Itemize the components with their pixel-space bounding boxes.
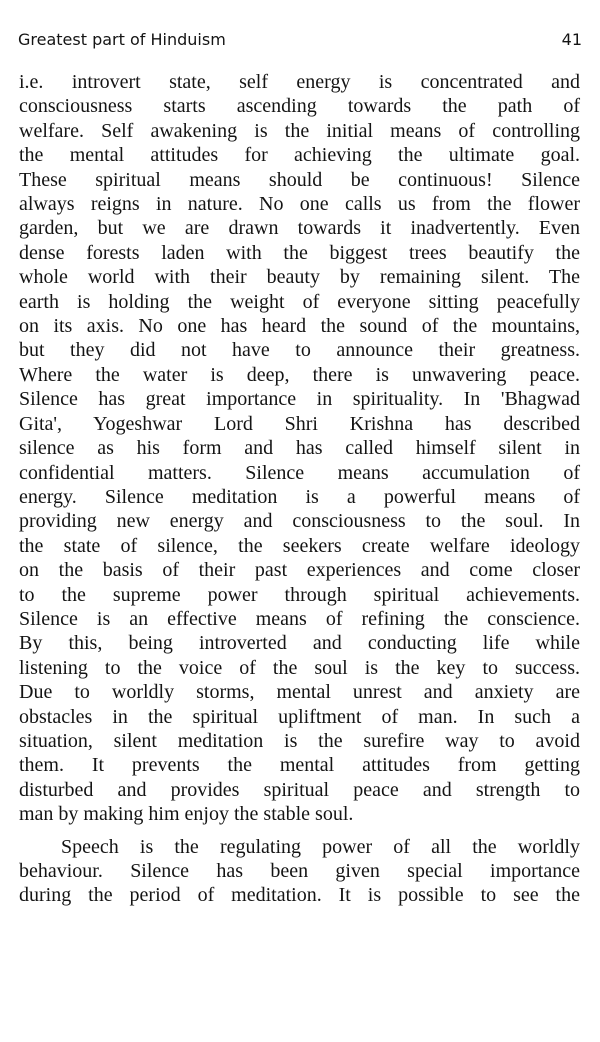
- text-line: man by making him enjoy the stable soul.: [19, 803, 354, 826]
- text-line: situation, silent meditation is the surefire way to avoid: [19, 729, 580, 752]
- text-line: the mental attitudes for achieving the ultimate goal.: [19, 144, 580, 167]
- page-number: 41: [561, 30, 582, 49]
- text-line: obstacles in the spiritual upliftment of man. In such a: [19, 705, 580, 728]
- text-line: silence as his form and has called himself silent in: [19, 437, 580, 460]
- text-line: dense forests laden with the biggest trees beautify the: [19, 241, 580, 264]
- text-line: consciousness starts ascending towards the path of: [19, 95, 580, 118]
- text-line: the state of silence, the seekers create welfare ideology: [19, 534, 580, 557]
- text-line: providing new energy and consciousness to the soul. In: [19, 510, 580, 533]
- text-line: By this, being introverted and conducting life while: [19, 632, 580, 655]
- text-line: Gita', Yogeshwar Lord Shri Krishna has described: [19, 412, 580, 435]
- text-line: Due to worldly storms, mental unrest and anxiety are: [19, 681, 580, 704]
- text-line: Silence has great importance in spirituality. In 'Bhagwad: [19, 388, 580, 411]
- text-line: behaviour. Silence has been given special importance: [19, 860, 580, 882]
- text-line: but they did not have to announce their greatness.: [19, 339, 580, 362]
- text-line: whole world with their beauty by remaining silent. The: [19, 266, 580, 289]
- page-header: [18, 28, 582, 52]
- text-line: on its axis. No one has heard the sound of the mountains,: [19, 315, 580, 338]
- page-body: [19, 70, 580, 908]
- text-line: always reigns in nature. No one calls us from the flower: [19, 193, 580, 216]
- text-line: them. It prevents the mental attitudes from getting: [19, 754, 580, 777]
- running-head: Greatest part of Hinduism: [18, 30, 226, 49]
- paragraph-2: [19, 835, 580, 908]
- text-line: confidential matters. Silence means accumulation of: [19, 461, 580, 484]
- text-line: energy. Silence meditation is a powerful means of: [19, 485, 580, 508]
- text-line: Speech is the regulating power of all the worldly: [61, 835, 580, 858]
- text-line: disturbed and provides spiritual peace and strength to: [19, 778, 580, 801]
- text-line: to the supreme power through spiritual achievements.: [19, 583, 580, 606]
- text-line: welfare. Self awakening is the initial means of controlling: [19, 119, 580, 142]
- text-line: i.e. introvert state, self energy is concentrated and: [19, 71, 580, 93]
- text-line: during the period of meditation. It is possible to see the: [19, 884, 580, 907]
- paragraph-1: [19, 70, 580, 827]
- text-line: Silence is an effective means of refining the conscience.: [19, 607, 580, 630]
- text-line: earth is holding the weight of everyone sitting peacefully: [19, 290, 580, 313]
- text-line: on the basis of their past experiences and come closer: [19, 559, 580, 582]
- text-line: Where the water is deep, there is unwavering peace.: [19, 363, 580, 386]
- text-line: listening to the voice of the soul is the key to success.: [19, 656, 580, 679]
- text-line: These spiritual means should be continuous! Silence: [19, 168, 580, 191]
- text-line: garden, but we are drawn towards it inadvertently. Even: [19, 217, 580, 240]
